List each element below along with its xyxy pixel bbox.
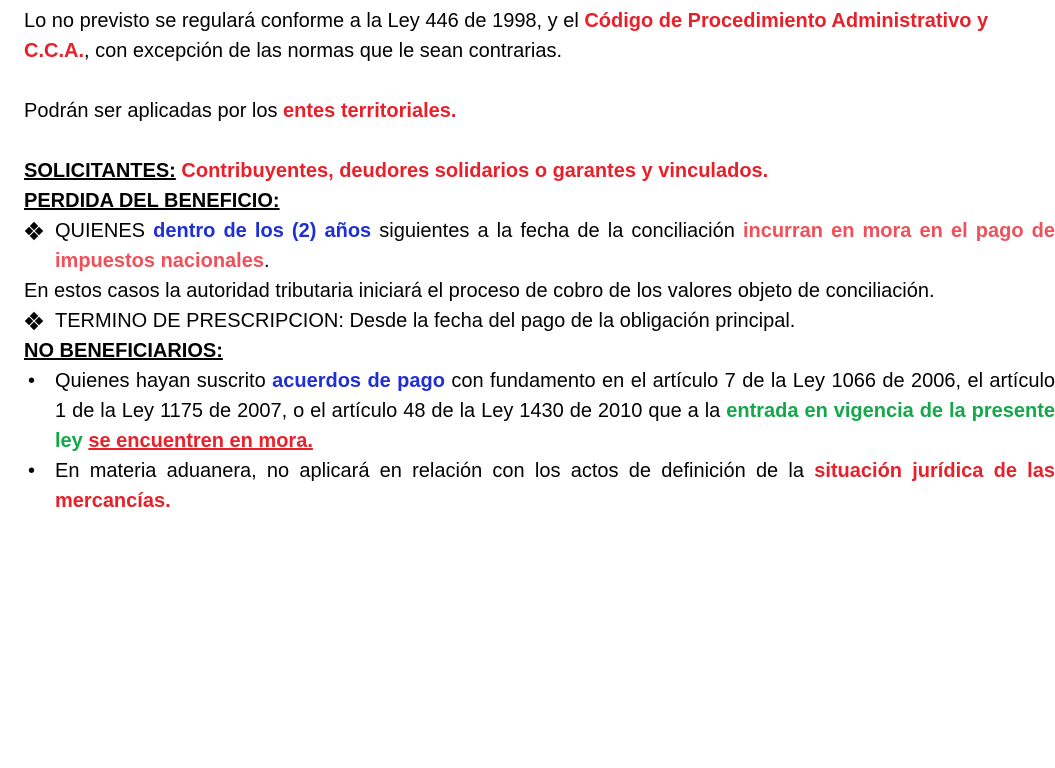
spacer	[24, 66, 1024, 96]
text: En materia aduanera, no aplicará en relación con los actos de definición de la	[55, 460, 815, 482]
diamond-bullet-icon	[26, 216, 50, 246]
no-beneficiarios-item-aduanera	[24, 456, 1055, 516]
solicitantes-value: Contribuyentes, deudores solidarios o garantes y vinculados.	[181, 160, 769, 182]
highlight-entes: entes territoriales.	[283, 100, 457, 122]
highlight-anos: dentro de los (2) años	[153, 220, 372, 242]
text: Lo no previsto se regulará conforme a la Ley 446 de 1998, y el	[24, 10, 585, 32]
paragraph-entes	[24, 96, 1024, 126]
text: Quienes hayan suscrito	[55, 370, 273, 392]
perdida-item-prescripcion	[24, 306, 1055, 336]
text: QUIENES	[55, 220, 154, 242]
perdida-paragraph	[24, 276, 1024, 306]
highlight-vigencia: entrada en vigencia de la presente ley	[55, 400, 1055, 452]
text: siguientes a la fecha de la conciliación	[371, 220, 743, 242]
perdida-item-quienes	[24, 216, 1055, 276]
highlight-mora: incurran en mora en el pago de impuestos nacionales	[55, 220, 1055, 272]
highlight-situacion: situación jurídica de las mercancías.	[55, 460, 1055, 512]
highlight-mora-underlined: se encuentren en mora.	[88, 430, 313, 452]
bullet-dot-icon: •	[28, 460, 36, 482]
text: En estos casos la autoridad tributaria iniciará el proceso de cobro de los valores objeto de conciliación.	[24, 280, 935, 302]
text: Podrán ser aplicadas por los	[24, 100, 284, 122]
bullet-dot-icon: •	[28, 370, 36, 392]
perdida-heading	[24, 186, 1024, 216]
no-beneficiarios-item-acuerdos	[24, 366, 1055, 456]
text: con fundamento en el artículo 7 de la Ley 1066 de 2006, el artículo 1 de la Ley 1175 de 2007, o el artículo 48 de la Ley 1430 de 2010 que a la	[55, 370, 1055, 422]
highlight-acuerdos: acuerdos de pago	[272, 370, 445, 392]
solicitantes-line	[24, 156, 1024, 186]
paragraph-ley-446	[24, 6, 1024, 66]
solicitantes-label: SOLICITANTES:	[24, 160, 176, 182]
section-heading: NO BENEFICIARIOS:	[24, 340, 223, 362]
spacer	[24, 126, 1024, 156]
no-beneficiarios-heading	[24, 336, 1024, 366]
section-heading: PERDIDA DEL BENEFICIO:	[24, 190, 280, 212]
text: .	[263, 250, 270, 272]
text: TERMINO DE PRESCRIPCION: Desde la fecha del pago de la obligación principal.	[55, 310, 796, 332]
text: , con excepción de las normas que le sean contrarias.	[84, 40, 563, 62]
diamond-bullet-icon	[26, 306, 50, 336]
highlight-codigo: Código de Procedimiento Administrativo y C.C.A.	[24, 10, 989, 62]
